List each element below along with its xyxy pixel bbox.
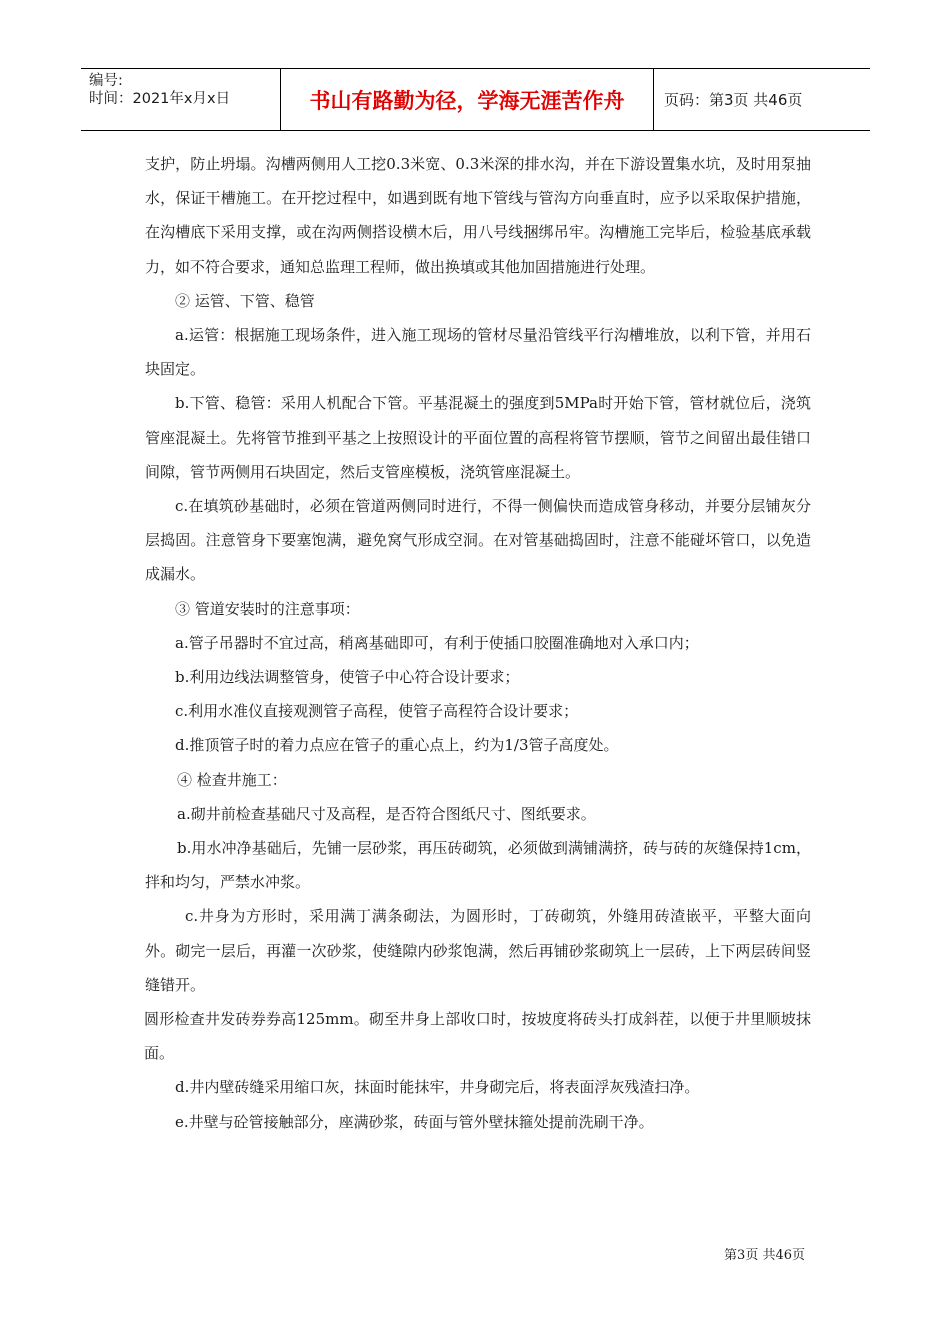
paragraph: c.在填筑砂基础时，必须在管道两侧同时进行，不得一侧偏快而造成管身移动，并要分层铺灰分层捣固。注意管身下要塞饱满，避免窝气形成空洞。在对管基础捣固时，注意不能碰坏管口，以免造成漏水。 (145, 497, 811, 584)
document-header (81, 68, 870, 131)
list-item: b.利用边线法调整管身，使管子中心符合设计要求； (175, 668, 520, 687)
section-heading: ④ 检查井施工： (177, 770, 287, 789)
code-label: 编号: (89, 73, 123, 89)
paragraph: a.运管：根据施工现场条件，进入施工现场的管材尽量沿管线平行沟槽堆放，以利下管，并用石块固定。 (145, 326, 811, 379)
page-footer: 第3页 共46页 (724, 1248, 805, 1263)
paragraph: 圆形检查井发砖券券高125mm。砌至井身上部收口时，按坡度将砖头打成斜茬，以便于井里顺坡抹面。 (144, 1010, 811, 1063)
paragraph: 支护，防止坍塌。沟槽两侧用人工挖0.3米宽、0.3米深的排水沟，并在下游设置集水坑，及时用泵抽水，保证干槽施工。在开挖过程中，如遇到既有地下管线与管沟方向垂直时，应予以采取保护措施，在沟槽底下采用支撑，或在沟两侧搭设横木后，用八号线捆绑吊牢。沟槽施工完毕后，检验基底承载力，如不符合要求，通知总监理工程师，做出换填或其他加固措施进行处理。 (145, 155, 811, 276)
header-motto: 书山有路勤为径，学海无涯苦作舟 (281, 69, 654, 130)
paragraph: e.井壁与砼管接触部分，座满砂浆，砖面与管外壁抹箍处提前洗刷干净。 (175, 1112, 654, 1131)
paragraph: c.井身为方形时，采用满丁满条砌法，为圆形时，丁砖砌筑，外缝用砖渣嵌平，平整大面向外。砌完一层后，再灌一次砂浆，使缝隙内砂浆饱满，然后再铺砂浆砌筑上一层砖，上下两层砖间竖缝错开。 (145, 907, 811, 994)
list-item: c.利用水准仪直接观测管子高程，使管子高程符合设计要求； (175, 702, 579, 721)
section-heading: ③ 管道安装时的注意事项： (175, 599, 360, 618)
section-heading: ② 运管、下管、稳管 (175, 291, 315, 310)
paragraph: b.下管、稳管：采用人机配合下管。平基混凝土的强度到5MPa时开始下管，管材就位后，浇筑管座混凝土。先将管节推到平基之上按照设计的平面位置的高程将管节摆顺，管节之间留出最佳错口间隙，管节两侧用石块固定，然后支管座模板，浇筑管座混凝土。 (145, 394, 811, 481)
paragraph: b.用水冲净基础后，先铺一层砂浆，再压砖砌筑，必须做到满铺满挤，砖与砖的灰缝保持1cm，拌和均匀，严禁水冲浆。 (145, 839, 811, 892)
header-page-info: 页码：第3页 共46页 (664, 91, 803, 109)
paragraph: a.砌井前检查基础尺寸及高程，是否符合图纸尺寸、图纸要求。 (177, 804, 596, 823)
time-label: 时间：2021年x月x日 (89, 91, 231, 107)
list-item: d.推顶管子时的着力点应在管子的重心点上，约为1/3管子高度处。 (175, 736, 619, 755)
list-item: a.管子吊器时不宜过高，稍离基础即可，有利于使插口胶圈准确地对入承口内； (175, 633, 699, 652)
header-meta (81, 69, 281, 130)
document-body (145, 147, 811, 1139)
paragraph: d.井内壁砖缝采用缩口灰，抹面时能抹牢，井身砌完后，将表面浮灰残渣扫净。 (175, 1078, 700, 1097)
